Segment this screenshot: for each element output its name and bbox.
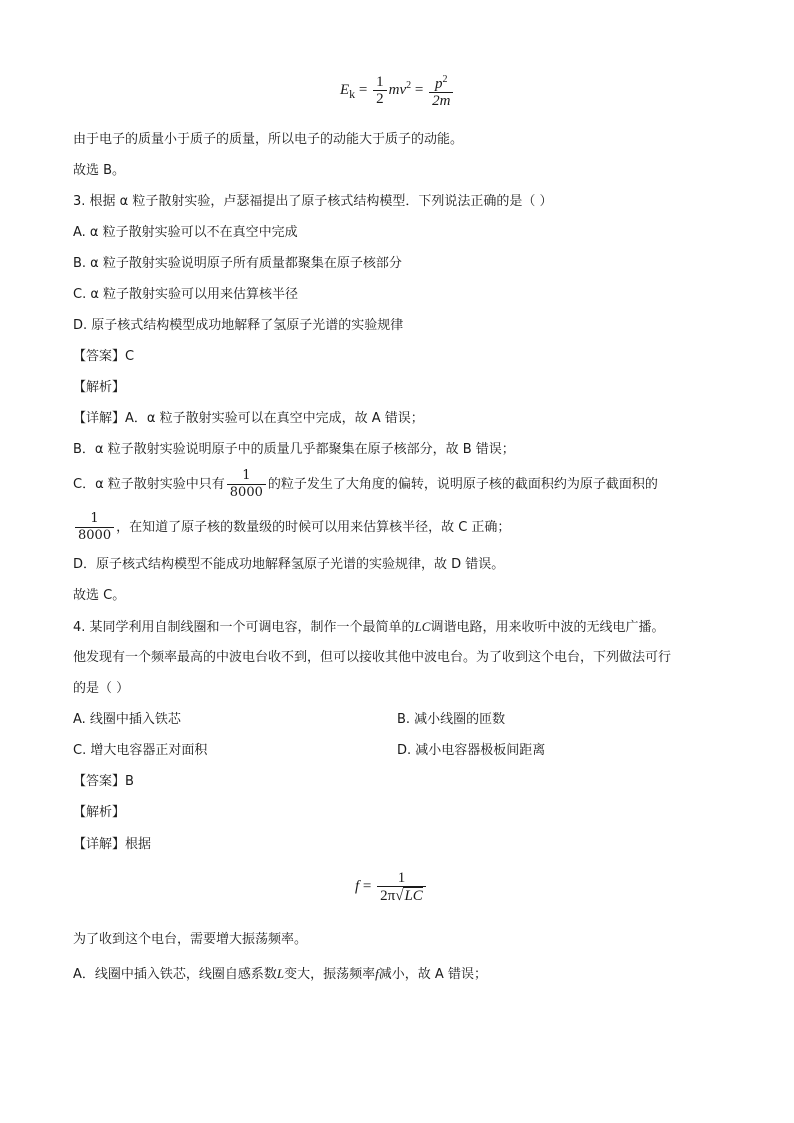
q4-stem-line2: 他发现有一个频率最高的中波电台收不到，但可以接收其他中波电台。为了收到这个电台，下列做法可行 [73, 650, 672, 665]
fraction-half-den: 2 [376, 91, 384, 107]
fraction-1-8000-a-den: 8000 [229, 485, 263, 500]
q3-detail-c-line2 [73, 511, 510, 544]
q2-choice: 故选 B。 [73, 163, 126, 178]
fraction-1-8000-b-den: 8000 [78, 528, 112, 543]
frequency-fraction-den [377, 887, 426, 904]
frequency-fraction [377, 870, 426, 904]
q3-answer-label: 【答案】 [73, 349, 126, 364]
sqrt-lc: LC [404, 888, 423, 904]
q4-option-c: C. 增大电容器正对面积 [73, 743, 208, 758]
q4-detail-label: 【详解】 [73, 837, 126, 852]
q3-answer [73, 348, 134, 366]
q3-analysis-label: 【解析】 [73, 380, 126, 395]
q4-stem-line3: 的是（ ） [73, 681, 130, 696]
mv-square: 2 [406, 79, 412, 91]
q4-analysis-label: 【解析】 [73, 805, 126, 820]
q3-answer-value: C [125, 349, 135, 364]
kinetic-energy-equation [340, 72, 455, 109]
fraction-half-num: 1 [376, 74, 384, 90]
q3-detail-c-pre: C．α 粒子散射实验中只有 [73, 477, 225, 492]
fraction-p2-2m [429, 72, 453, 109]
q3-option-b: B. α 粒子散射实验说明原子所有质量都聚集在原子核部分 [73, 256, 402, 271]
sqrt-icon: √ [395, 888, 404, 904]
q3-detail-c-line1 [73, 468, 658, 501]
q3-detail-a: 【详解】A．α 粒子散射实验可以在真空中完成，故 A 错误； [73, 411, 424, 426]
q3-detail-d: D．原子核式结构模型不能成功地解释氢原子光谱的实验规律，故 D 错误。 [73, 557, 505, 572]
freq-equals: = [362, 878, 372, 895]
fraction-1-8000-b-num: 1 [90, 511, 99, 526]
q4-stem-line1 [73, 618, 664, 637]
ek-subscript: k [349, 86, 356, 101]
fraction-1-8000-a [227, 468, 266, 501]
fraction-1-8000-b [75, 511, 114, 544]
q4-detail-text: 根据 [125, 837, 152, 852]
q3-option-c: C. α 粒子散射实验可以用来估算核半径 [73, 287, 299, 302]
q4-answer-value: B [125, 774, 134, 789]
q4-lc-symbol: LC [414, 619, 431, 634]
q3-option-a: A. α 粒子散射实验可以不在真空中完成 [73, 225, 298, 240]
ek-symbol: E [340, 81, 350, 98]
q3-option-d: D. 原子核式结构模型成功地解释了氢原子光谱的实验规律 [73, 318, 404, 333]
q2-conclusion: 由于电子的质量小于质子的质量，所以电子的动能大于质子的动能。 [73, 132, 464, 147]
q4-need: 为了收到这个电台，需要增大振荡频率。 [73, 932, 308, 947]
q3-detail-c2-post: ，在知道了原子核的数量级的时候可以用来估算核半径，故 C 正确； [116, 520, 511, 535]
frequency-fraction-num: 1 [397, 870, 406, 886]
q4-option-a: A. 线圈中插入铁芯 [73, 712, 181, 727]
f-symbol-inline: f [375, 966, 379, 981]
q4-detail-a-post: 减小，故 A 错误； [378, 967, 487, 982]
equals-2: = [414, 81, 424, 98]
q4-detail-a-mid: 变大，振荡频率 [284, 967, 376, 982]
q4-stem1-post: 调谐电路，用来收听中波的无线电广播。 [430, 620, 665, 635]
mv-term: mv [388, 81, 407, 98]
frequency-equation [355, 870, 428, 904]
q4-option-b: B. 减小线圈的匝数 [397, 712, 506, 727]
q3-detail-b: B．α 粒子散射实验说明原子中的质量几乎都聚集在原子核部分，故 B 错误； [73, 442, 515, 457]
p-square: 2 [442, 74, 448, 85]
q3-stem: 3. 根据 α 粒子散射实验，卢瑟福提出了原子核式结构模型．下列说法正确的是（ ） [73, 194, 553, 209]
p-symbol: p [435, 76, 443, 92]
l-symbol: L [276, 966, 285, 981]
q4-answer [73, 773, 134, 791]
q4-stem1-pre: 4. 某同学利用自制线圈和一个可调电容，制作一个最简单的 [73, 620, 415, 635]
q3-detail-c-post: 的粒子发生了大角度的偏转，说明原子核的截面积约为原子截面积的 [267, 477, 658, 492]
q4-option-d: D. 减小电容器极板间距离 [397, 743, 546, 758]
two-pi: 2π [380, 888, 396, 904]
fraction-half [373, 74, 387, 107]
q3-choice: 故选 C。 [73, 588, 126, 603]
q4-detail-a [73, 965, 487, 984]
fraction-1-8000-a-num: 1 [242, 468, 251, 483]
q4-answer-label: 【答案】 [73, 774, 126, 789]
q4-detail-a-pre: A．线圈中插入铁芯，线圈自感系数 [73, 967, 277, 982]
equals-1: = [358, 81, 368, 98]
fraction-2m-den: 2m [432, 93, 451, 109]
f-symbol: f [355, 878, 360, 895]
q4-detail-intro [73, 836, 151, 854]
